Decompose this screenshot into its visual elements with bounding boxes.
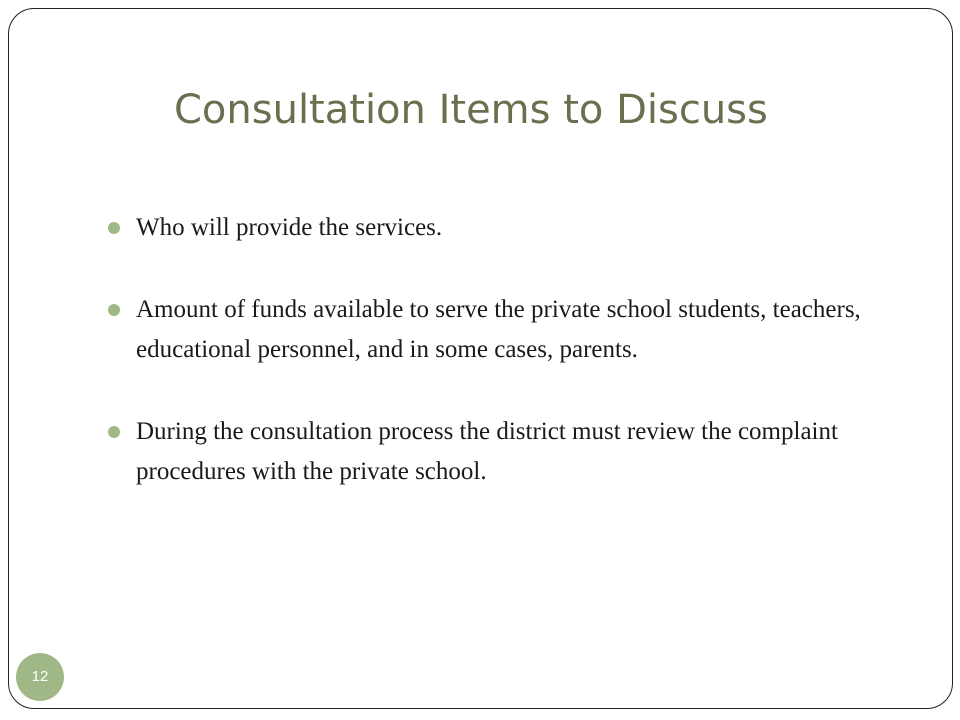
slide-number-badge: 12 xyxy=(16,653,64,701)
bullet-text: Amount of funds available to serve the private school students, teachers, educational personnel, and in some cases, parents. xyxy=(136,296,861,363)
bullet-text: During the consultation process the district must review the complaint procedures with the private school. xyxy=(136,418,838,485)
bullet-item xyxy=(108,290,898,370)
circle-bullet-icon xyxy=(108,222,120,234)
slide-title: Consultation Items to Discuss xyxy=(174,87,768,133)
circle-bullet-icon xyxy=(108,304,120,316)
bullet-item xyxy=(108,412,898,492)
bullet-list xyxy=(108,208,898,534)
circle-bullet-icon xyxy=(108,426,120,438)
bullet-item xyxy=(108,208,898,248)
bullet-text: Who will provide the services. xyxy=(136,214,443,241)
